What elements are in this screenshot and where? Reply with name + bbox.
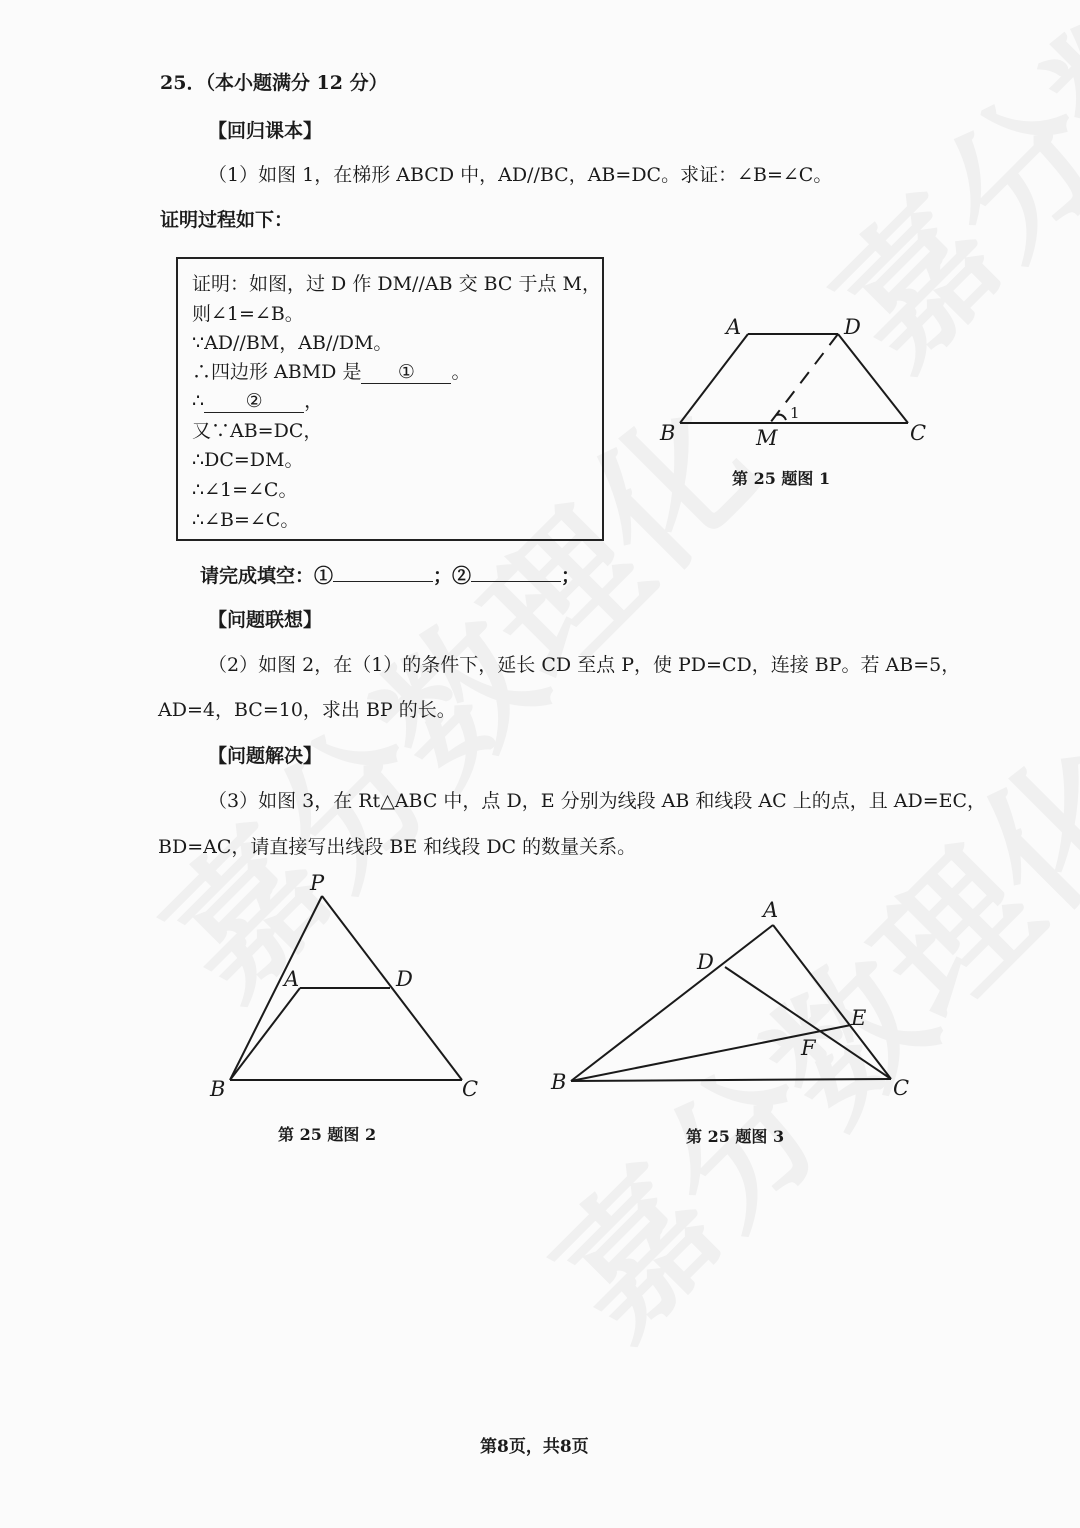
fig1-label-B: B	[660, 421, 676, 445]
fig3-label-B: B	[551, 1070, 567, 1094]
proof-box	[176, 257, 604, 541]
fill-prompt	[200, 561, 580, 588]
question-2-line1: （2）如图 2，在（1）的条件下，延长 CD 至点 P，使 PD=CD，连接 BP。若 AB=5，	[208, 654, 961, 676]
question-1: （1）如图 1，在梯形 ABCD 中，AD//BC，AB=DC。求证：∠B=∠C。	[208, 164, 833, 186]
fig3-label-E: E	[851, 1006, 867, 1030]
proof-line: ∴四边形 ABMD 是	[192, 361, 362, 383]
blank-2[interactable]: ②	[204, 390, 304, 413]
fill-prompt-mid: ；②	[433, 565, 472, 587]
fig3-label-D: D	[697, 950, 714, 974]
figure-2-triangle	[200, 870, 500, 1105]
fill-prompt-label: 请完成填空：①	[200, 565, 334, 587]
proof-line: 证明：如图，过 D 作 DM//AB 交 BC 于点 M，	[192, 273, 601, 295]
answer-blank-1[interactable]	[333, 581, 433, 582]
figure-2-caption: 第 25 题图 2	[278, 1125, 377, 1144]
figure-1-caption: 第 25 题图 1	[732, 469, 831, 488]
fig1-label-A: A	[726, 315, 742, 339]
question-2-line2: AD=4，BC=10，求出 BP 的长。	[158, 699, 456, 721]
fig3-label-C: C	[893, 1076, 910, 1100]
proof-line: 又∵AB=DC，	[192, 420, 323, 442]
proof-line-blank1: ∴四边形 ABMD 是 ① 。	[192, 361, 471, 383]
proof-intro: 证明过程如下：	[160, 209, 294, 231]
figure-3-right-triangle	[545, 895, 925, 1110]
proof-line: ∴∠1=∠C。	[192, 479, 298, 501]
figure-3-caption: 第 25 题图 3	[686, 1127, 785, 1146]
fig2-label-P: P	[310, 871, 325, 895]
proof-line-blank2: ∴ ② ，	[192, 390, 324, 412]
fig1-label-M: M	[756, 426, 778, 450]
fill-prompt-end: ；	[561, 565, 581, 587]
problem-header: 25．（本小题满分 12 分）	[160, 72, 388, 94]
fig1-label-D: D	[844, 315, 861, 339]
section-heading-review: 【回归课本】	[208, 120, 323, 142]
fig2-label-B: B	[210, 1077, 226, 1101]
fig3-label-A: A	[763, 898, 779, 922]
proof-line: ∵AD//BM，AB//DM。	[192, 332, 393, 354]
question-3-line1: （3）如图 3，在 Rt△ABC 中，点 D，E 分别为线段 AB 和线段 AC 上的点，且 AD=EC，	[208, 790, 987, 812]
fig2-label-A: A	[284, 967, 300, 991]
fig1-angle-label: 1	[790, 404, 800, 422]
section-heading-association: 【问题联想】	[208, 609, 323, 631]
fig2-label-D: D	[396, 967, 413, 991]
page-footer: 第8页，共8页	[480, 1437, 589, 1457]
fig2-label-C: C	[462, 1077, 479, 1101]
proof-line: ∴DC=DM。	[192, 449, 304, 471]
blank-1[interactable]: ①	[361, 361, 451, 384]
proof-line: ∴∠B=∠C。	[192, 509, 300, 531]
section-heading-solve: 【问题解决】	[208, 745, 323, 767]
proof-line: ∴	[192, 390, 205, 412]
figure-1-trapezoid	[650, 310, 940, 460]
question-3-line2: BD=AC，请直接写出线段 BE 和线段 DC 的数量关系。	[158, 836, 637, 858]
fig1-label-C: C	[910, 421, 927, 445]
answer-blank-2[interactable]	[471, 581, 561, 582]
fig3-label-F: F	[801, 1036, 816, 1060]
proof-line: 则∠1=∠B。	[192, 303, 304, 325]
